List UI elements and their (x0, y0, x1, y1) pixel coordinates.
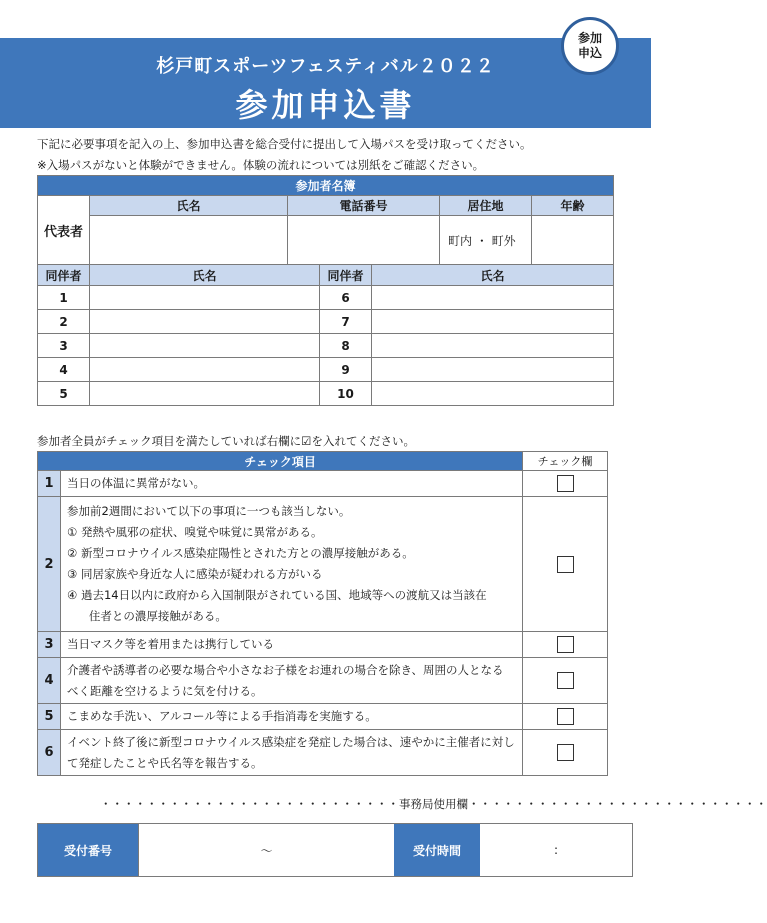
check-item-number: 6 (38, 730, 61, 776)
companion-number: 1 (38, 286, 90, 310)
companion-number: 9 (320, 358, 372, 382)
checklist-table (37, 451, 608, 776)
companion-label-right: 同伴者 (320, 265, 372, 286)
companion-name-field[interactable] (90, 286, 320, 310)
receipt-number-label: 受付番号 (38, 824, 138, 876)
check-item-text: 当日マスク等を着用または携行している (61, 632, 523, 658)
col-name-header: 氏名 (90, 196, 288, 216)
check-item-text: こまめな手洗い、アルコール等による手指消毒を実施する。 (61, 704, 523, 730)
companion-number: 2 (38, 310, 90, 334)
office-use-box (37, 823, 633, 877)
representative-label: 代表者 (38, 196, 90, 265)
companion-number: 8 (320, 334, 372, 358)
companion-name-field[interactable] (90, 310, 320, 334)
badge-line-1: 参加 (577, 31, 602, 45)
checkbox[interactable] (557, 708, 574, 725)
companion-number: 7 (320, 310, 372, 334)
residence-options[interactable]: 町内 ・ 町外 (440, 216, 532, 265)
col-phone-header: 電話番号 (288, 196, 440, 216)
receipt-number-field[interactable] (138, 824, 394, 876)
col-residence-header: 居住地 (440, 196, 532, 216)
col-age-header: 年齢 (532, 196, 614, 216)
range-tilde: ～ (260, 843, 273, 858)
checkbox[interactable] (557, 744, 574, 761)
checkbox[interactable] (557, 636, 574, 653)
companion-name-field[interactable] (372, 358, 614, 382)
intro-line-2: ※入場パスがないと体験ができません。体験の流れについては別紙をご確認ください。 (37, 158, 485, 172)
check-column-header: チェック欄 (523, 452, 608, 471)
check-item-text: 参加前2週間において以下の事項に一つも該当しない。 ① 発熱や風邪の症状、嗅覚や味覚に異常がある。 ② 新型コロナウイルス感染症陽性とされた方との濃厚接触がある。 ③ 同居家族や身近な人に感染が疑われる方がいる ④ 過去14日以内に政府から入国制限がされている国、地域等への渡航又は当該在 住者との濃厚接触がある。 (61, 497, 523, 632)
office-use-heading: ・・・・・・・・・・・・・・・・・・・・・・・・・・事務局使用欄・・・・・・・・・・・・・・・・・・・・・・・・・・ (100, 797, 767, 811)
check-item-number: 1 (38, 471, 61, 497)
representative-age-field[interactable] (532, 216, 614, 265)
checkbox[interactable] (557, 672, 574, 689)
check-cell[interactable] (523, 730, 608, 776)
companion-number: 5 (38, 382, 90, 406)
check-item-text: 当日の体温に異常がない。 (61, 471, 523, 497)
check-cell[interactable] (523, 497, 608, 632)
check-instruction: 参加者全員がチェック項目を満たしていれば右欄に☑を入れてください。 (37, 434, 415, 448)
intro-line-1: 下記に必要事項を記入の上、参加申込書を総合受付に提出して入場パスを受け取ってください。 (37, 137, 532, 151)
check-item-number: 4 (38, 658, 61, 704)
check-cell[interactable] (523, 471, 608, 497)
representative-name-field[interactable] (90, 216, 288, 265)
companion-number: 3 (38, 334, 90, 358)
check-cell[interactable] (523, 704, 608, 730)
companion-name-field[interactable] (90, 358, 320, 382)
event-subtitle: 杉戸町スポーツフェスティバル２０２２ (156, 56, 495, 77)
roster-table (37, 175, 614, 406)
companion-name-field[interactable] (372, 334, 614, 358)
application-badge (561, 17, 619, 75)
check-cell[interactable] (523, 632, 608, 658)
roster-title: 参加者名簿 (38, 176, 614, 196)
check-item-number: 3 (38, 632, 61, 658)
checkbox[interactable] (557, 475, 574, 492)
check-item-number: 5 (38, 704, 61, 730)
time-colon: : (553, 843, 559, 857)
companion-name-field[interactable] (372, 310, 614, 334)
companion-name-field[interactable] (90, 334, 320, 358)
badge-line-2: 申込 (577, 46, 602, 60)
companion-name-field[interactable] (372, 286, 614, 310)
companion-name-field[interactable] (90, 382, 320, 406)
check-item-text: 介護者や誘導者の必要な場合や小さなお子様をお連れの場合を除き、周囲の人となる べく距離を空けるように気を付ける。 (61, 658, 523, 704)
representative-phone-field[interactable] (288, 216, 440, 265)
page-title: 参加申込書 (235, 86, 416, 124)
receipt-time-label: 受付時間 (394, 824, 480, 876)
companion-name-header-left: 氏名 (90, 265, 320, 286)
check-item-text: イベント終了後に新型コロナウイルス感染症を発症した場合は、速やかに主催者に対し て発症したことや氏名等を報告する。 (61, 730, 523, 776)
companion-number: 10 (320, 382, 372, 406)
check-cell[interactable] (523, 658, 608, 704)
check-item-number: 2 (38, 497, 61, 632)
companion-number: 6 (320, 286, 372, 310)
checkbox[interactable] (557, 556, 574, 573)
companion-name-header-right: 氏名 (372, 265, 614, 286)
header-banner (0, 38, 651, 128)
companion-name-field[interactable] (372, 382, 614, 406)
receipt-time-field[interactable] (480, 824, 632, 876)
checklist-header: チェック項目 (38, 452, 523, 471)
companion-label-left: 同伴者 (38, 265, 90, 286)
companion-number: 4 (38, 358, 90, 382)
